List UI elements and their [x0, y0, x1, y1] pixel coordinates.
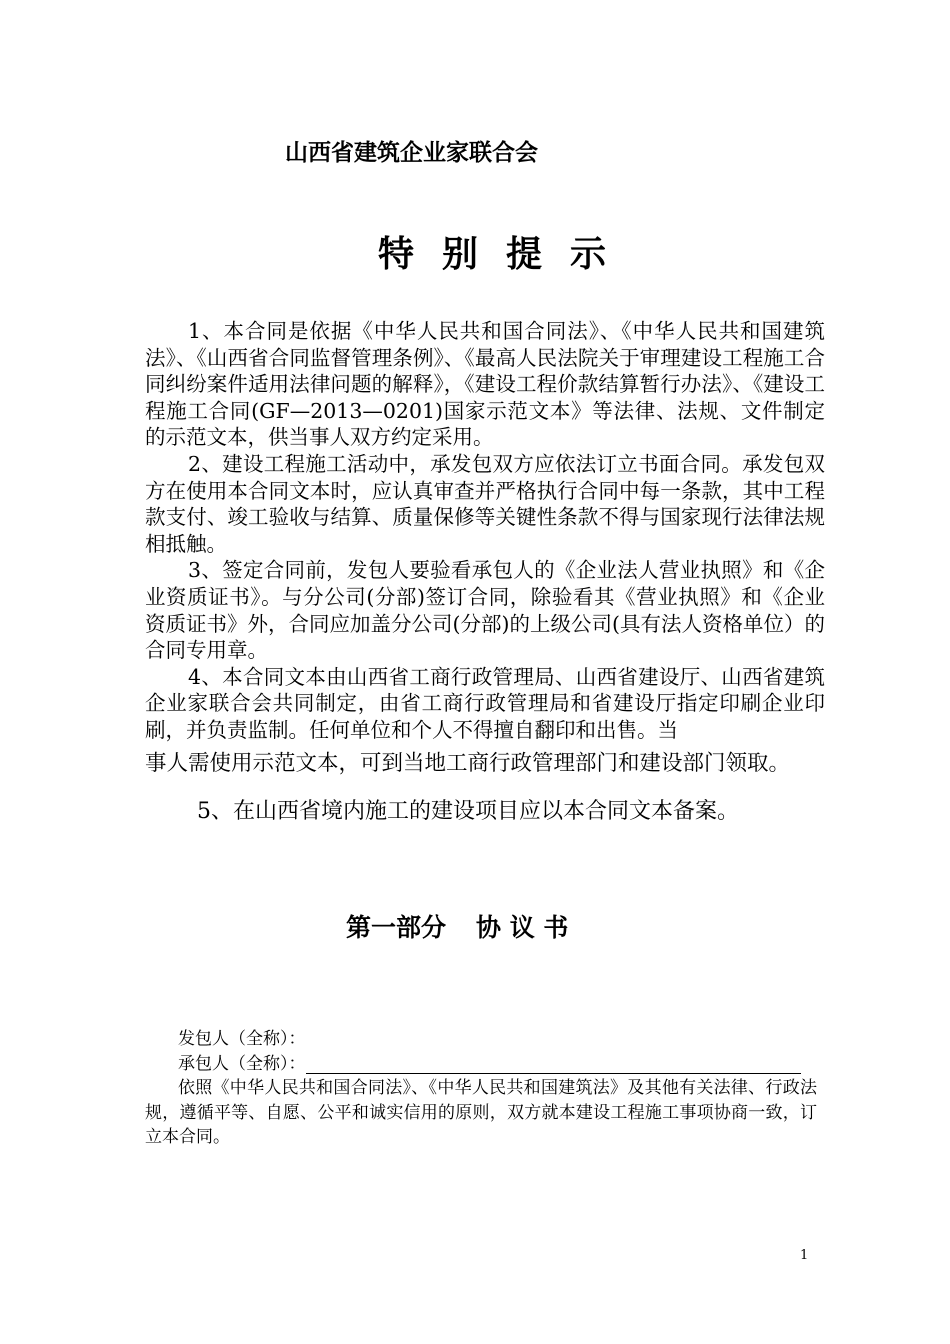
agreement-intro-text: 依照《中华人民共和国合同法》、《中华人民共和国建筑法》及其他有关法律、行政法规，遵循平等、自愿、公平和诚实信用的原则，双方就本建设工程施工事项协商一致，订立本合同。	[145, 1078, 817, 1147]
contractor-fill-line[interactable]	[306, 1053, 801, 1074]
notice-item-5: 5、在山西省境内施工的建设项目应以本合同文本备案。	[197, 798, 739, 824]
part-heading	[346, 908, 568, 944]
notice-title: 特别提示	[378, 234, 635, 275]
organization-name: 山西省建筑企业家联合会	[285, 140, 538, 166]
notice-item-3: 3、签定合同前，发包人要验看承包人的《企业法人营业执照》和《企业资质证书》。与分公司(分部)签订合同，除验看其《营业执照》和《企业资质证书》外，合同应加盖分公司(分部)的上级公司(具有法人资格单位）的合同专用章。	[145, 558, 825, 663]
agreement-intro	[145, 1076, 817, 1150]
notice-item-1: 1、本合同是依据《中华人民共和国合同法》、《中华人民共和国建筑法》、《山西省合同监督管理条例》、《最高人民法院关于审理建设工程施工合同纠纷案件适用法律问题的解释》，《建设工程价款结算暂行办法》、《建设工程施工合同(GF—2013—0201)国家示范文本》等法律、法规、文件制定的示范文本，供当事人双方约定采用。	[145, 319, 825, 450]
notice-body	[145, 318, 825, 826]
notice-item-2: 2、建设工程施工活动中，承发包双方应依法订立书面合同。承发包双方在使用本合同文本时，应认真审查并严格执行合同中每一条款，其中工程款支付、竣工验收与结算、质量保修等关键性条款不得与国家现行法律法规相抵触。	[145, 451, 825, 556]
employer-label: 发包人（全称）：	[178, 1029, 306, 1049]
contractor-label: 承包人（全称）：	[178, 1054, 306, 1074]
notice-item-4: 4、本合同文本由山西省工商行政管理局、山西省建设厅、山西省建筑企业家联合会共同制定，由省工商行政管理局和省建设厅指定印刷企业印刷，并负责监制。任何单位和个人不得擅自翻印和出售。当	[145, 664, 825, 742]
part-title: 协 议 书	[476, 913, 569, 942]
notice-item-4-continued: 事人需使用示范文本，可到当地工商行政管理部门和建设部门领取。	[145, 750, 791, 776]
part-label: 第一部分	[346, 913, 447, 942]
contractor-row	[178, 1049, 801, 1074]
employer-row	[178, 1024, 306, 1049]
page-number: 1	[800, 1248, 809, 1263]
